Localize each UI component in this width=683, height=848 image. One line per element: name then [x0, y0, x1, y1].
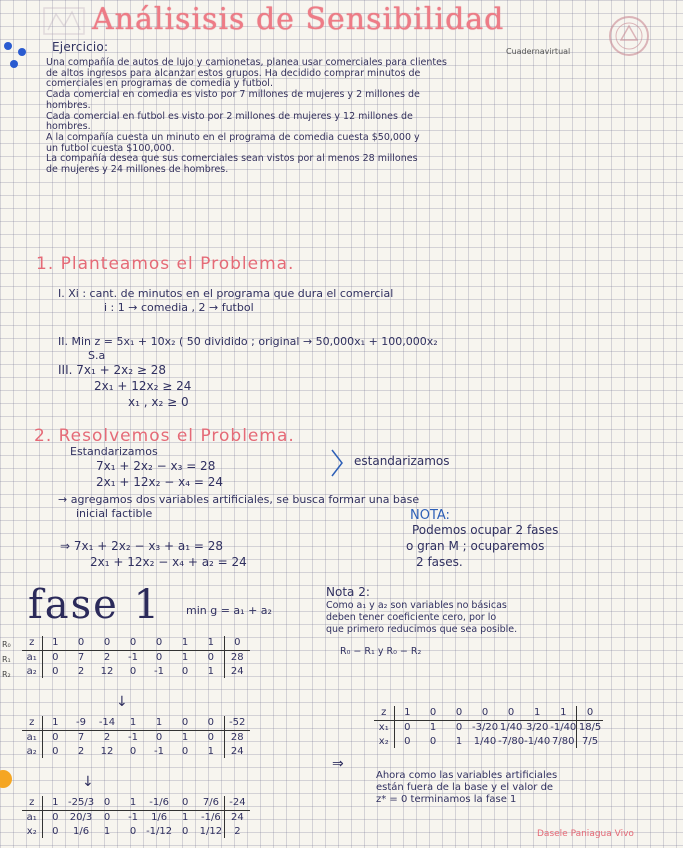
tableau-cell: 0	[120, 636, 146, 650]
tableau-cell: 0	[42, 824, 68, 838]
tableau-cell: 0	[42, 810, 68, 824]
tableau-cell: 0	[155, 651, 163, 663]
tableau-cell: 0	[429, 735, 437, 747]
implies-arrow-icon: ⇒	[332, 756, 344, 772]
tableau-cell: 12	[100, 665, 114, 677]
section-heading-planteamiento: 1. Planteamos el Problema.	[36, 254, 295, 274]
tableau-cell: 1	[550, 706, 577, 720]
tableau-cell: 0	[181, 825, 189, 837]
tableau-row	[22, 730, 250, 744]
closing-note	[376, 770, 557, 806]
tableau-cell: 0	[420, 706, 446, 720]
exercise-line: A la compañía cuesta un minuto en el programa de comedia cuesta $50,000 y	[46, 131, 420, 143]
tableau-cell: -1	[128, 811, 139, 823]
author-signature: Dasele Paniagua Vivo	[537, 829, 634, 839]
tableau-cell: 3/20	[525, 721, 549, 733]
tableau-cell: -1	[154, 665, 164, 677]
tableau-cell: -1	[154, 745, 164, 757]
exercise-line: hombres.	[46, 99, 91, 111]
basis-label: z	[374, 706, 394, 720]
tableau-cell: 0	[146, 636, 172, 650]
tableau-cell: 0	[207, 731, 214, 743]
punch-hole-icon	[4, 42, 12, 50]
tableau-cell: 2	[77, 665, 85, 677]
row-op-label: R₂	[2, 670, 11, 679]
nota2-line: que primero reducimos que sea posible.	[326, 624, 518, 635]
tableau-row	[22, 716, 250, 730]
tableau-cell: 2	[103, 731, 111, 743]
tableau-cell: 1	[42, 796, 68, 810]
tableau-cell: 1/40	[499, 721, 523, 733]
tableau-cell: -1	[128, 731, 138, 743]
tableau-cell: 0	[577, 706, 603, 720]
tableau-cell: 24	[224, 810, 250, 824]
tableau-cell: -9	[68, 716, 94, 730]
page-title: Análisisis de Sensibilidad	[92, 2, 505, 37]
brace-icon	[330, 448, 346, 478]
tableau-cell: -52	[224, 716, 250, 730]
tableau-cell: 1	[455, 735, 463, 747]
pivot-arrow-icon: ↓	[82, 774, 94, 790]
tableau-cell: -24	[224, 796, 250, 810]
tableau-cell: 1	[103, 825, 111, 837]
tableau-cell: 0	[103, 811, 111, 823]
subtitle: Cuadernavirtual	[506, 47, 571, 56]
tableau-cell: -1/6	[146, 796, 172, 810]
tableau-cell: 0	[42, 744, 68, 758]
exercise-line: La compañía desea que sus comerciales sean vistos por al menos 28 millones	[46, 153, 418, 165]
tableau-cell: 1	[181, 651, 189, 663]
tableau-cell: 1	[120, 796, 146, 810]
tableau-cell: 24	[224, 744, 250, 758]
punch-hole-icon	[10, 60, 18, 68]
artificial-eq-1: ⇒ 7x₁ + 2x₂ − x₃ + a₁ = 28	[60, 539, 224, 553]
constraint-1: III. 7x₁ + 2x₂ ≥ 28	[58, 363, 166, 377]
tableau-cell: 28	[224, 730, 250, 744]
tableau-cell: 0	[472, 706, 498, 720]
tableau-cell: -7/80	[498, 735, 525, 747]
punch-hole-icon	[18, 48, 26, 56]
tableau-cell: -3/20	[472, 721, 499, 733]
artificial-eq-2: 2x₁ + 12x₂ − x₄ + a₂ = 24	[90, 555, 247, 569]
section-heading-resolucion: 2. Resolvemos el Problema.	[34, 426, 295, 446]
tableau-cell: -25/3	[68, 797, 95, 809]
tableau-row	[374, 720, 603, 734]
tableau-cell: 1	[524, 706, 550, 720]
nota-title: NOTA:	[410, 508, 450, 523]
tableau-cell: 1	[207, 665, 214, 677]
exercise-label: Ejercicio:	[52, 40, 109, 54]
closing-line: Ahora como las variables artificiales	[376, 770, 558, 781]
seal-icon	[607, 14, 651, 58]
row-op-label: R₁	[2, 655, 11, 664]
basis-label: a₁	[26, 731, 37, 743]
tableau-row	[22, 744, 250, 758]
exercise-line: Cada comercial en futbol es visto por 2 millones de mujeres y 12 millones de	[46, 110, 413, 122]
basis-label: z	[22, 716, 42, 730]
nota2-row-ops: R₀ − R₁ y R₀ − R₂	[340, 646, 422, 657]
tableau-cell: 0	[181, 745, 189, 757]
tableau-cell: 2	[77, 745, 85, 757]
tableau-cell: 0	[129, 745, 137, 757]
exercise-line: de altos ingresos para alcanzar estos grupos. Ha decidido comprar minutos de	[46, 67, 421, 79]
basis-label: a₂	[26, 665, 37, 677]
basis-label: a₁	[26, 811, 37, 823]
tableau-cell: 0	[42, 730, 68, 744]
tableau-cell: 0	[155, 731, 163, 743]
standardize-label: Estandarizamos	[70, 445, 158, 458]
tableau-cell: 1	[207, 745, 214, 757]
tableau-cell: 0	[394, 720, 420, 734]
basis-label: a₁	[26, 651, 37, 663]
floating-action-button[interactable]	[0, 770, 12, 788]
variable-index: i : 1 → comedia , 2 → futbol	[104, 301, 254, 314]
basis-label: z	[22, 636, 42, 650]
nota2-title: Nota 2:	[326, 585, 370, 599]
tableau-cell: 0	[198, 716, 224, 730]
tableau-cell: 0	[42, 664, 68, 678]
simplex-tableau-final	[374, 706, 603, 748]
tableau-cell: 0	[42, 650, 68, 664]
subject-to-label: S.a	[88, 349, 106, 362]
exercise-line: un futbol cuesta $100,000.	[46, 142, 175, 154]
tableau-cell: 18/5	[577, 720, 603, 734]
tableau-cell: 1	[172, 636, 198, 650]
standard-eq-2: 2x₁ + 12x₂ − x₄ = 24	[96, 475, 223, 489]
tableau-cell: 0	[498, 706, 524, 720]
exercise-line: hombres.	[46, 121, 91, 133]
tableau-cell: 2	[224, 824, 250, 838]
tableau-row	[374, 734, 603, 748]
nota-line: 2 fases.	[416, 555, 463, 569]
tableau-row	[22, 824, 250, 838]
tableau-cell: 1	[198, 636, 224, 650]
constraint-2: 2x₁ + 12x₂ ≥ 24	[94, 379, 192, 393]
basis-label: x₂	[26, 825, 37, 837]
standard-eq-1: 7x₁ + 2x₂ − x₃ = 28	[96, 459, 216, 473]
exercise-statement	[46, 58, 676, 176]
tableau-cell: 7/80	[552, 735, 575, 747]
tableau-cell: 1	[42, 716, 68, 730]
closing-line: z* = 0 terminamos la fase 1	[376, 794, 517, 805]
tableau-cell: 0	[68, 636, 94, 650]
tableau-cell: 2	[103, 651, 111, 663]
tableau-cell: -14	[94, 716, 120, 730]
tableau-cell: 20/3	[69, 811, 93, 823]
tableau-cell: 0	[224, 636, 250, 650]
tableau-cell: 1	[429, 721, 437, 733]
tableau-row	[374, 706, 603, 720]
tableau-cell: 1	[181, 811, 189, 823]
non-negativity: x₁ , x₂ ≥ 0	[128, 395, 189, 409]
tableau-cell: 1/12	[199, 825, 223, 837]
tableau-row	[22, 650, 250, 664]
tableau-cell: 0	[207, 651, 214, 663]
tableau-cell: 28	[224, 650, 250, 664]
tableau-row	[22, 796, 250, 810]
tableau-cell: 0	[94, 636, 120, 650]
standardize-note: estandarizamos	[354, 454, 450, 468]
tableau-cell: 0	[181, 665, 189, 677]
tableau-cell: 1	[394, 706, 420, 720]
tableau-cell: 1/6	[151, 811, 168, 823]
artificial-note: → agregamos dos variables artificiales, se busca formar una base	[58, 493, 420, 506]
tableau-row	[22, 810, 250, 824]
simplex-tableau-reduced	[22, 716, 250, 758]
tableau-cell: 0	[446, 706, 472, 720]
phase-heading: fase 1	[28, 582, 162, 628]
exercise-line: de mujeres y 24 millones de hombres.	[46, 164, 229, 176]
tableau-row	[22, 636, 250, 650]
nota-line: Podemos ocupar 2 fases	[412, 523, 559, 537]
basis-label: a₂	[26, 745, 37, 757]
basis-label: x₁	[378, 721, 389, 733]
tableau-cell: 1/40	[473, 735, 497, 747]
tableau-cell: 24	[224, 664, 250, 678]
nota-line: o gran M ; ocuparemos	[406, 539, 545, 553]
tableau-cell: -1/40	[524, 735, 551, 747]
objective-function: II. Min z = 5x₁ + 10x₂ ( 50 dividido ; original → 50,000x₁ + 100,000x₂	[58, 335, 438, 348]
tableau-cell: 0	[94, 796, 120, 810]
tableau-cell: 0	[172, 796, 198, 810]
simplex-tableau-iteration	[22, 796, 250, 838]
tableau-cell: 0	[455, 721, 463, 733]
tableau-cell: -1/12	[146, 825, 173, 837]
tableau-cell: -1/6	[201, 811, 221, 823]
pivot-arrow-icon: ↓	[116, 694, 128, 710]
exercise-line: comerciales en programas de comedia y futbol.	[46, 78, 273, 90]
tableau-row	[22, 664, 250, 678]
tableau-cell: 0	[129, 825, 137, 837]
row-op-label: R₀	[2, 640, 11, 649]
tableau-cell: 7	[77, 651, 85, 663]
basis-label: z	[22, 796, 42, 810]
phase-objective: min g = a₁ + a₂	[186, 604, 272, 617]
artificial-note-2: inicial factible	[76, 507, 153, 520]
university-logo-watermark	[40, 4, 88, 38]
exercise-line: Una compañía de autos de lujo y camionetas, planea usar comerciales para clientes	[46, 57, 447, 68]
tableau-cell: 1/6	[72, 825, 90, 837]
closing-line: están fuera de la base y el valor de	[376, 782, 554, 793]
tableau-cell: -1/40	[550, 721, 577, 733]
tableau-cell: 7	[77, 731, 85, 743]
tableau-cell: 1	[146, 716, 172, 730]
nota2-line: deben tener coeficiente cero, por lo	[326, 612, 497, 623]
simplex-tableau-initial	[22, 636, 250, 678]
tableau-cell: -1	[128, 651, 138, 663]
tableau-cell: 1	[181, 731, 189, 743]
variable-definition: I. Xi : cant. de minutos en el programa que dura el comercial	[58, 287, 394, 300]
tableau-cell: 1	[120, 716, 146, 730]
tableau-cell: 7/5	[577, 734, 603, 748]
tableau-cell: 12	[100, 745, 114, 757]
nota2-block	[326, 586, 517, 658]
nota2-line: Como a₁ y a₂ son variables no básicas	[326, 600, 507, 611]
tableau-cell: 0	[172, 716, 198, 730]
tableau-cell: 7/6	[198, 796, 224, 810]
tableau-cell: 0	[129, 665, 137, 677]
tableau-cell: 1	[42, 636, 68, 650]
exercise-line: Cada comercial en comedia es visto por 7 millones de mujeres y 2 millones de	[46, 89, 420, 101]
tableau-cell: 0	[394, 734, 420, 748]
basis-label: x₂	[378, 735, 389, 747]
